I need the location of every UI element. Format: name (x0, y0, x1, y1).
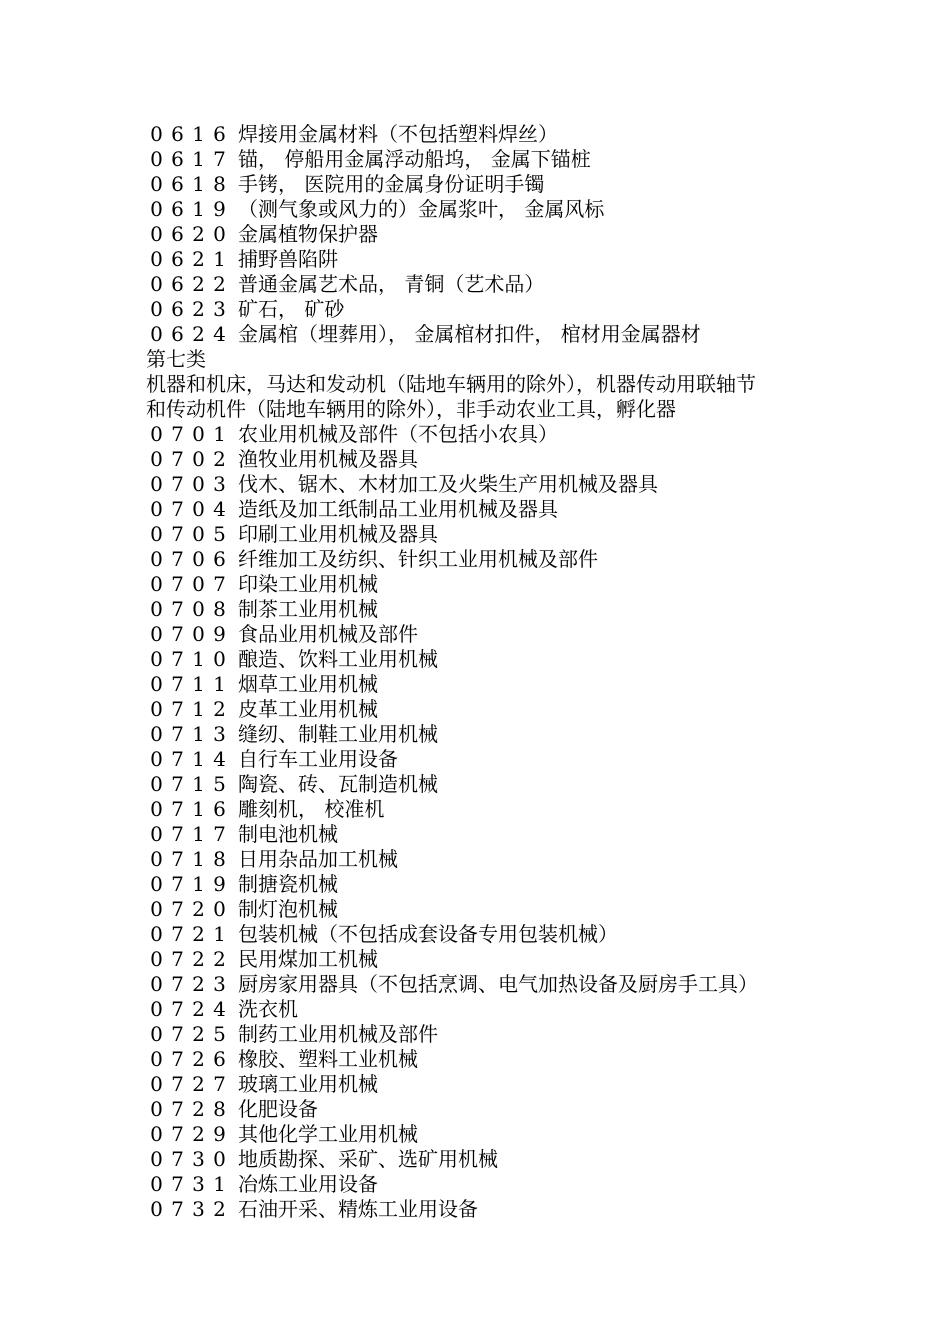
list-item (146, 947, 826, 972)
class-description-line-1: 机器和机床，马达和发动机（陆地车辆用的除外），机器传动用联轴节 (146, 372, 756, 396)
item-description: 印刷工业用机械及器具 (238, 522, 438, 546)
item-code: 0 7 0 9 (150, 622, 226, 646)
item-code: 0 7 2 2 (150, 947, 226, 971)
item-description: 金属棺（埋葬用）， 金属棺材扣件， 棺材用金属器材 (238, 322, 701, 346)
item-code: 0 7 0 1 (150, 422, 226, 446)
item-code: 0 7 0 8 (150, 597, 226, 621)
list-item (146, 972, 826, 997)
list-item (146, 922, 826, 947)
item-code: 0 6 2 2 (150, 272, 226, 296)
item-code: 0 6 2 1 (150, 247, 226, 271)
item-code: 0 7 1 7 (150, 822, 226, 846)
item-description: 锚， 停船用金属浮动船坞， 金属下锚桩 (238, 147, 591, 171)
list-item (146, 572, 826, 597)
item-description: 制药工业用机械及部件 (238, 1022, 438, 1046)
list-item (146, 897, 826, 922)
list-item (146, 147, 826, 172)
item-code: 0 7 0 2 (150, 447, 226, 471)
list-item (146, 772, 826, 797)
list-item (146, 672, 826, 697)
item-code: 0 7 1 5 (150, 772, 226, 796)
list-item (146, 297, 826, 322)
item-code: 0 7 2 3 (150, 972, 226, 996)
list-item (146, 622, 826, 647)
item-code: 0 7 2 5 (150, 1022, 226, 1046)
item-description: 民用煤加工机械 (238, 947, 378, 971)
list-item (146, 872, 826, 897)
list-item (146, 697, 826, 722)
list-item (146, 1172, 826, 1197)
item-description: 纤维加工及纺织、针织工业用机械及部件 (238, 547, 598, 571)
item-description: 制茶工业用机械 (238, 597, 378, 621)
item-code: 0 7 0 3 (150, 472, 226, 496)
item-description: 包装机械（不包括成套设备专用包装机械） (238, 922, 618, 946)
item-description: 自行车工业用设备 (238, 747, 398, 771)
list-item (146, 847, 826, 872)
item-code: 0 7 1 0 (150, 647, 226, 671)
item-code: 0 6 2 3 (150, 297, 226, 321)
item-code: 0 7 2 4 (150, 997, 226, 1021)
item-code: 0 7 1 8 (150, 847, 226, 871)
list-item (146, 1147, 826, 1172)
item-description: 农业用机械及部件（不包括小农具） (238, 422, 558, 446)
item-code: 0 7 1 3 (150, 722, 226, 746)
item-description: 缝纫、制鞋工业用机械 (238, 722, 438, 746)
item-code: 0 6 1 9 (150, 197, 226, 221)
item-description: 雕刻机， 校准机 (238, 797, 385, 821)
item-description: 厨房家用器具（不包括烹调、电气加热设备及厨房手工具） (238, 972, 758, 996)
item-description: 石油开采、精炼工业用设备 (238, 1197, 478, 1221)
item-description: 地质勘探、采矿、选矿用机械 (238, 1147, 498, 1171)
item-description: 玻璃工业用机械 (238, 1072, 378, 1096)
item-code: 0 7 1 2 (150, 697, 226, 721)
list-item (146, 1072, 826, 1097)
list-item (146, 647, 826, 672)
item-description: 普通金属艺术品， 青铜（艺术品） (238, 272, 545, 296)
item-description: 造纸及加工纸制品工业用机械及器具 (238, 497, 558, 521)
item-code: 0 7 3 1 (150, 1172, 226, 1196)
item-description: 制电池机械 (238, 822, 338, 846)
list-item (146, 747, 826, 772)
list-item (146, 197, 826, 222)
item-description: 渔牧业用机械及器具 (238, 447, 418, 471)
item-description: 捕野兽陷阱 (238, 247, 338, 271)
list-item (146, 797, 826, 822)
item-description: 食品业用机械及部件 (238, 622, 418, 646)
list-item (146, 722, 826, 747)
document-page (146, 122, 826, 1222)
item-description: 焊接用金属材料（不包括塑料焊丝） (238, 122, 558, 146)
item-code: 0 7 0 7 (150, 572, 226, 596)
item-description: 制搪瓷机械 (238, 872, 338, 896)
item-code: 0 7 0 4 (150, 497, 226, 521)
list-item (146, 122, 826, 147)
item-code: 0 7 0 6 (150, 547, 226, 571)
list-item (146, 1197, 826, 1222)
item-description: 冶炼工业用设备 (238, 1172, 378, 1196)
list-item (146, 547, 826, 572)
item-description: 印染工业用机械 (238, 572, 378, 596)
item-code: 0 6 1 8 (150, 172, 226, 196)
item-code: 0 7 2 1 (150, 922, 226, 946)
item-description: 其他化学工业用机械 (238, 1122, 418, 1146)
list-item (146, 522, 826, 547)
item-description: 金属植物保护器 (238, 222, 378, 246)
list-item (146, 447, 826, 472)
item-description: 烟草工业用机械 (238, 672, 378, 696)
item-code: 0 7 3 0 (150, 1147, 226, 1171)
item-description: 日用杂品加工机械 (238, 847, 398, 871)
item-description: 酿造、饮料工业用机械 (238, 647, 438, 671)
item-description: 伐木、锯木、木材加工及火柴生产用机械及器具 (238, 472, 658, 496)
list-item (146, 497, 826, 522)
list-item (146, 422, 826, 447)
section-6-list (146, 122, 826, 347)
list-item (146, 597, 826, 622)
item-code: 0 6 2 4 (150, 322, 226, 346)
class-description-line-2: 和传动机件（陆地车辆用的除外），非手动农业工具，孵化器 (146, 397, 676, 421)
item-description: （测气象或风力的）金属浆叶， 金属风标 (238, 197, 605, 221)
list-item (146, 997, 826, 1022)
class-heading: 第七类 (146, 347, 206, 371)
item-description: 陶瓷、砖、瓦制造机械 (238, 772, 438, 796)
list-item (146, 172, 826, 197)
item-description: 手铐， 医院用的金属身份证明手镯 (238, 172, 545, 196)
list-item (146, 1122, 826, 1147)
item-code: 0 7 2 7 (150, 1072, 226, 1096)
class-7-list (146, 422, 826, 1222)
item-code: 0 7 2 8 (150, 1097, 226, 1121)
item-code: 0 7 1 6 (150, 797, 226, 821)
item-description: 皮革工业用机械 (238, 697, 378, 721)
item-code: 0 6 1 7 (150, 147, 226, 171)
item-code: 0 7 2 6 (150, 1047, 226, 1071)
item-code: 0 7 1 4 (150, 747, 226, 771)
item-description: 制灯泡机械 (238, 897, 338, 921)
item-code: 0 6 2 0 (150, 222, 226, 246)
list-item (146, 822, 826, 847)
item-description: 橡胶、塑料工业机械 (238, 1047, 418, 1071)
item-code: 0 7 3 2 (150, 1197, 226, 1221)
list-item (146, 1047, 826, 1072)
item-code: 0 7 1 9 (150, 872, 226, 896)
item-code: 0 7 2 0 (150, 897, 226, 921)
list-item (146, 222, 826, 247)
item-description: 洗衣机 (238, 997, 298, 1021)
list-item (146, 272, 826, 297)
item-description: 化肥设备 (238, 1097, 318, 1121)
list-item (146, 1097, 826, 1122)
item-code: 0 7 2 9 (150, 1122, 226, 1146)
item-code: 0 7 0 5 (150, 522, 226, 546)
list-item (146, 1022, 826, 1047)
item-code: 0 7 1 1 (150, 672, 226, 696)
list-item (146, 472, 826, 497)
list-item (146, 247, 826, 272)
list-item (146, 322, 826, 347)
item-code: 0 6 1 6 (150, 122, 226, 146)
item-description: 矿石， 矿砂 (238, 297, 345, 321)
